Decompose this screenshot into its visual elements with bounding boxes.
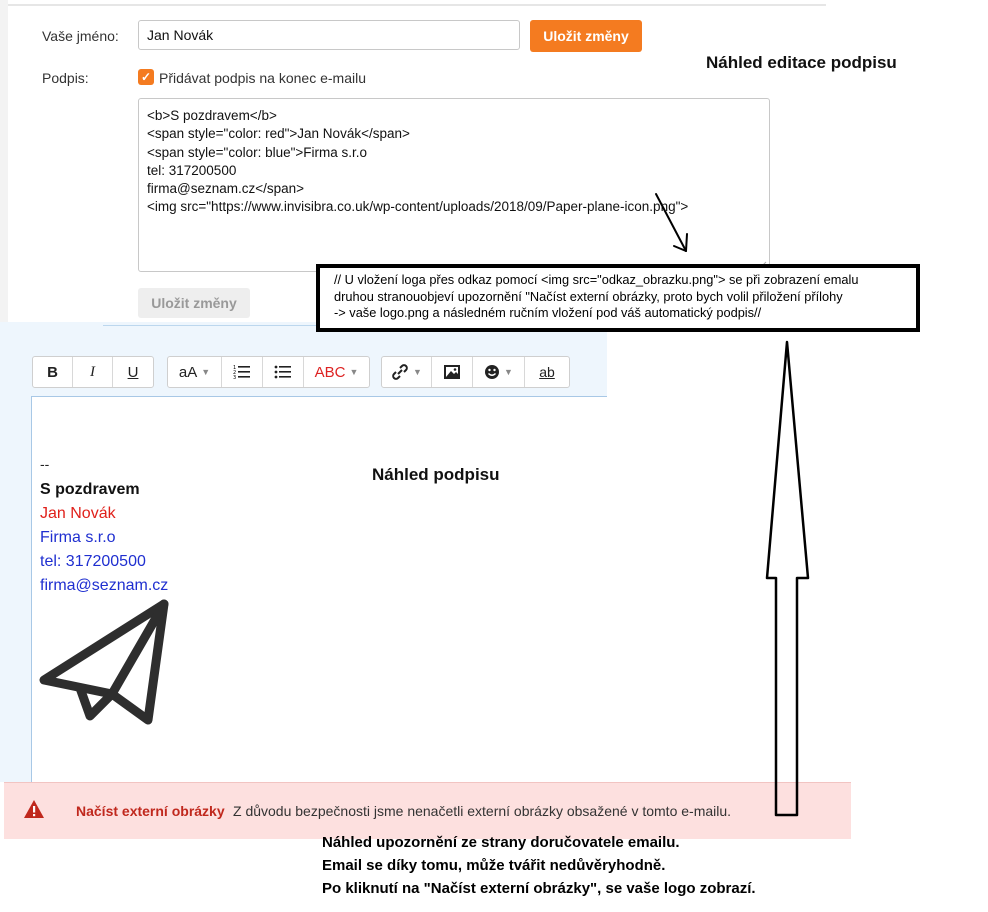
bottom-note-line: Náhled upozornění ze strany doručovatele emailu. xyxy=(322,834,680,851)
bottom-note-line: Email se díky tomu, může tvářit nedůvěryhodně. xyxy=(322,857,666,874)
signature-greeting: S pozdravem xyxy=(40,481,140,498)
note-line: // U vložení loga přes odkaz pomocí <img src="odkaz_obrazku.png"> se při zobrazení emalu xyxy=(334,272,859,287)
underline-button[interactable]: U xyxy=(127,363,139,381)
note-line: -> vaše logo.png a následném ručním vložení pod váš automatický podpis// xyxy=(334,305,762,320)
svg-text:3: 3 xyxy=(233,375,237,380)
save-disabled-button[interactable]: Uložit změny xyxy=(138,288,250,318)
signature-company: Firma s.r.o xyxy=(40,529,116,546)
save-button[interactable]: Uložit změny xyxy=(530,20,642,52)
chevron-down-icon: ▼ xyxy=(349,367,359,377)
bold-button[interactable]: B xyxy=(33,357,73,387)
svg-text:2: 2 xyxy=(233,370,237,376)
strikethrough-button[interactable]: ab xyxy=(539,364,555,380)
note-line: druhou stranouobjeví upozornění "Načíst externí obrázky, proto bych volil přiložení přílohy xyxy=(334,288,843,304)
signature-separator: -- xyxy=(40,456,50,472)
alert-message: Z důvodu bezpečnosti jsme nenačetli externí obrázky obsažené v tomto e-mailu. xyxy=(233,803,732,819)
text-color-label: ABC xyxy=(314,363,346,381)
svg-text:1: 1 xyxy=(233,365,237,371)
code-line: firma@seznam.cz</span> xyxy=(147,181,305,197)
bottom-note-line: Po kliknutí na "Načíst externí obrázky", se vaše logo zobrazí. xyxy=(322,880,756,897)
font-size-label: aA xyxy=(178,363,198,381)
name-label: Vaše jméno: xyxy=(42,28,119,44)
chevron-down-icon: ▼ xyxy=(201,367,211,377)
code-line: tel: 317200500 xyxy=(147,162,237,178)
load-external-images-link[interactable]: Načíst externí obrázky xyxy=(76,803,225,819)
code-line: <span style="color: red">Jan Novák</span> xyxy=(147,126,410,142)
signature-phone: tel: 317200500 xyxy=(40,553,146,570)
code-line: <span style="color: blue">Firma s.r.o xyxy=(147,144,368,160)
signature-email: firma@seznam.cz xyxy=(40,577,169,594)
signature-name: Jan Novák xyxy=(40,505,116,522)
code-line: <b>S pozdravem</b> xyxy=(147,108,277,123)
edit-preview-title: Náhled editace podpisu xyxy=(706,53,897,72)
chevron-down-icon: ▼ xyxy=(504,367,513,377)
append-signature-checkbox[interactable]: ✓ xyxy=(138,69,154,85)
chevron-down-icon: ▼ xyxy=(413,367,422,377)
italic-button[interactable]: I xyxy=(73,357,113,387)
code-line: <img src="https://www.invisibra.co.uk/wp-content/uploads/2018/09/Paper-plane-icon.png"> xyxy=(147,199,689,215)
signature-preview-title: Náhled podpisu xyxy=(372,465,500,484)
append-signature-label: Přidávat podpis na konec e-mailu xyxy=(159,70,367,86)
signature-label: Podpis: xyxy=(42,70,89,86)
